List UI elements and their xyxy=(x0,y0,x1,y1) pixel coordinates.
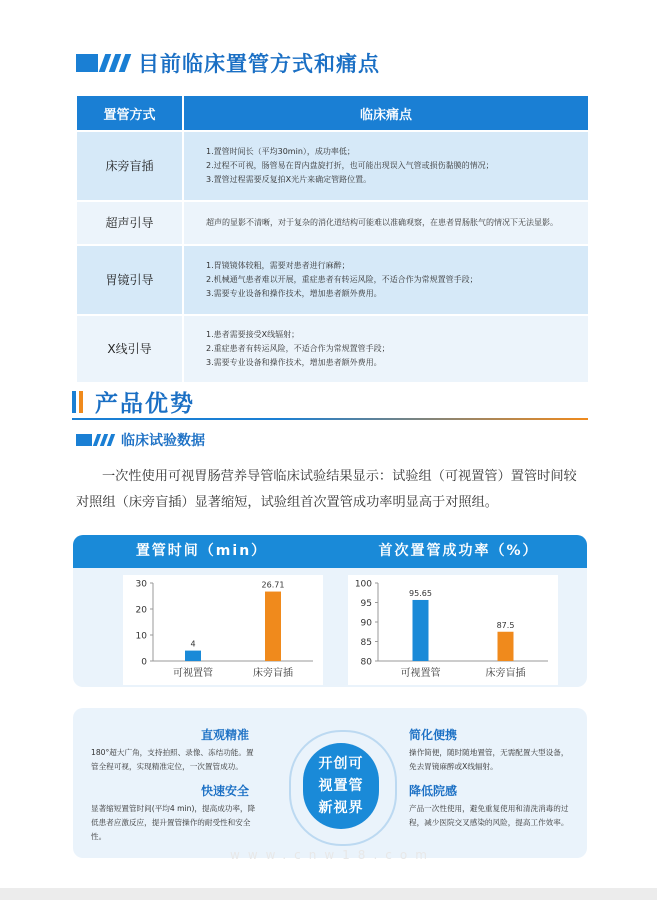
feature-desc: 180°超大广角，支持拍照、录像、冻结功能。置管全程可视，实现精准定位，一次置管成功。 xyxy=(91,748,254,771)
bar xyxy=(498,632,514,661)
chart2-title: 首次置管成功率（%） xyxy=(378,543,539,559)
watermark: www.cnw18.com xyxy=(230,848,435,862)
method-cell: 超声引导 xyxy=(76,201,183,245)
y-tick-label: 90 xyxy=(360,618,372,629)
feature-title: 降低院感 xyxy=(409,784,458,798)
badge-text: 开创可 视置管 新视界 xyxy=(318,756,364,816)
point-line: 2.重症患者有转运风险，不适合作为常规置管手段； xyxy=(206,344,390,353)
x-tick-label: 床旁盲插 xyxy=(253,668,293,679)
point-line: 2.过程不可视，肠管易在胃内盘旋打折，也可能出现误入气管或损伤黏膜的情况； xyxy=(206,161,494,170)
feature-title: 直观精准 xyxy=(201,728,250,742)
data-label: 95.65 xyxy=(409,588,432,598)
success-rate-chart xyxy=(348,575,558,685)
method-cell: 床旁盲插 xyxy=(76,131,183,201)
y-tick-label: 20 xyxy=(135,605,147,616)
y-tick-label: 10 xyxy=(135,631,147,642)
subsection-title: 临床试验数据 xyxy=(121,433,205,449)
y-tick-label: 95 xyxy=(360,599,372,609)
bar-decor-icon xyxy=(72,391,76,413)
data-label: 4 xyxy=(190,639,196,649)
feature-desc: 产品一次性使用，避免重复使用和清洗消毒的过程，减少医院交叉感染的风险，提高工作效率。 xyxy=(409,804,569,827)
table-header-points: 临床痛点 xyxy=(183,95,589,131)
feature-title: 快速安全 xyxy=(201,784,250,798)
table-row xyxy=(76,201,589,245)
data-label: 87.5 xyxy=(496,620,515,630)
x-tick-label: 可视置管 xyxy=(400,668,441,679)
badge-fill xyxy=(303,743,379,829)
bar xyxy=(185,651,201,661)
section2-heading xyxy=(72,385,195,418)
points-cell xyxy=(183,131,589,201)
insertion-time-chart xyxy=(123,575,323,685)
method-cell: 胃镜引导 xyxy=(76,245,183,315)
center-badge xyxy=(299,718,377,848)
slash-decor-icon xyxy=(76,54,128,72)
features-panel xyxy=(73,708,587,858)
point-line: 1.胃镜镜体较粗，需要对患者进行麻醉； xyxy=(206,261,350,270)
divider xyxy=(72,418,588,420)
table-row xyxy=(76,315,589,383)
y-tick-label: 0 xyxy=(141,657,147,668)
point-line: 3.需要专业设备和操作技术，增加患者额外费用。 xyxy=(206,358,382,367)
bar-decor-icon xyxy=(79,391,83,413)
points-cell xyxy=(183,201,589,245)
points-cell xyxy=(183,315,589,383)
section2-title: 产品优势 xyxy=(95,391,195,417)
table-row xyxy=(76,131,589,201)
x-tick-label: 床旁盲插 xyxy=(485,668,526,679)
point-line: 1.患者需要接受X线辐射； xyxy=(206,330,300,339)
section1-title: 目前临床置管方式和痛点 xyxy=(138,52,380,76)
feature-title: 简化便携 xyxy=(409,728,458,742)
point-line: 3.置管过程需要反复拍X光片来确定管路位置。 xyxy=(206,175,372,184)
charts-panel xyxy=(73,535,587,687)
charts-header xyxy=(73,535,587,568)
point-line: 超声的显影不清晰，对于复杂的消化道结构可能难以准确观察，在患者胃肠胀气的情况下无法显影。 xyxy=(206,218,558,227)
chart1-title: 置管时间（min） xyxy=(135,543,268,559)
slash-decor-icon xyxy=(76,434,113,446)
table-header-method: 置管方式 xyxy=(76,95,183,131)
bar xyxy=(265,592,281,661)
point-line: 1.置管时间长（平均30min），成功率低； xyxy=(206,147,355,156)
bar xyxy=(413,600,429,661)
y-tick-label: 100 xyxy=(354,579,372,590)
feature-desc: 操作简便，随时随地置管，无需配置大型设备，免去胃镜麻醉或X线辐射。 xyxy=(409,748,569,771)
feature-desc: 显著缩短置管时间(平均4 min)，提高成功率，降低患者应激反应，提升置管操作的耐受性和安全性。 xyxy=(91,804,256,841)
trial-paragraph: 一次性使用可视胃肠营养导管临床试验结果显示：试验组（可视置管）置管时间较对照组（床旁盲插）显著缩短，试验组首次置管成功率明显高于对照组。 xyxy=(76,469,577,510)
x-tick-label: 可视置管 xyxy=(173,668,213,679)
data-label: 26.71 xyxy=(261,580,285,590)
pain-points-table xyxy=(75,94,590,384)
subsection-heading xyxy=(76,430,205,450)
point-line: 3.需要专业设备和操作技术，增加患者额外费用。 xyxy=(206,289,382,298)
y-tick-label: 30 xyxy=(135,579,147,590)
y-tick-label: 80 xyxy=(360,657,372,668)
section1-heading xyxy=(76,48,380,78)
method-cell: X线引导 xyxy=(76,315,183,383)
bottom-strip xyxy=(0,888,657,900)
table-row xyxy=(76,245,589,315)
points-cell xyxy=(183,245,589,315)
point-line: 2.机械通气患者难以开展，重症患者有转运风险，不适合作为常规置管手段； xyxy=(206,275,478,284)
y-tick-label: 85 xyxy=(360,638,372,648)
